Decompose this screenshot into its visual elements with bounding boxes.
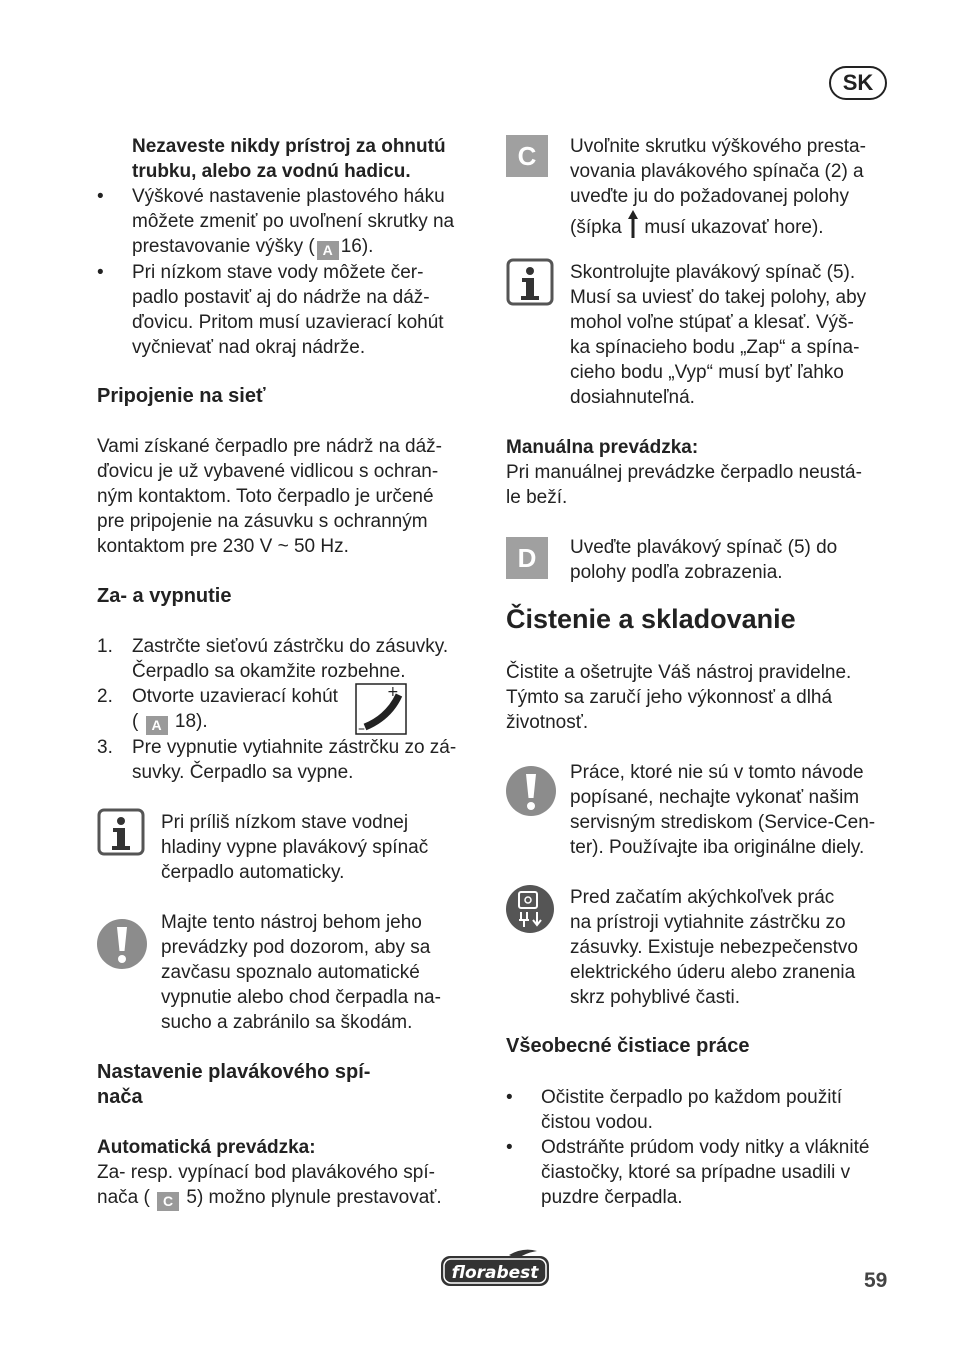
info-icon [97, 808, 145, 856]
bullet-mark: • [97, 186, 104, 207]
section-title-onoff: Za- a vypnutie [97, 585, 232, 607]
bullet-line: ďovicu. Pritom musí uzavierací kohút [132, 312, 444, 333]
title-line: nača [97, 1086, 143, 1108]
unplug-icon [505, 884, 555, 934]
list-item [506, 1085, 896, 1135]
arrow-up-icon [627, 209, 639, 246]
info-note-text [161, 810, 481, 885]
list-item [506, 1135, 896, 1210]
list-line [132, 709, 477, 735]
note-line: Musí sa uviesť do takej polohy, aby [570, 287, 867, 308]
language-badge: SK [829, 66, 887, 100]
note-line: mohol voľne stúpať a klesať. Výš- [570, 312, 854, 333]
valve-dial-icon [355, 683, 407, 735]
list-item [97, 684, 477, 735]
manual-mode-title: Manuálna prevádzka: [506, 437, 699, 458]
step-line: uveďte ju do požadovanej polohy [570, 186, 849, 207]
bullet-text: prestavovanie výšky ( [132, 236, 315, 257]
section-title-general-cleaning: Všeobecné čistiace práce [506, 1035, 750, 1057]
page-number: 59 [864, 1269, 888, 1292]
bullet-text: 16). [340, 236, 374, 257]
note-line: ka spínacieho bodu „Zap“ a spína- [570, 337, 860, 358]
paragraph-text: nača ( [97, 1187, 150, 1208]
brand-text: florabest [451, 1263, 539, 1283]
step-line: Uveďte plavákový spínač (5) do [570, 537, 838, 558]
note-line: na prístroji vytiahnite zástrčku zo [570, 912, 846, 933]
note-line: Pri príliš nízkom stave vodnej [161, 812, 409, 833]
step-line: vovania plavákového spínača (2) a [570, 161, 864, 182]
paragraph-line: Pri manuálnej prevádzke čerpadlo neustá- [506, 462, 862, 483]
paragraph-text: 5) možno plynule prestavovať. [186, 1187, 442, 1208]
dial-minus-label: – [358, 721, 365, 735]
paragraph-line: pre pripojenie na zásuvku s ochranným [97, 511, 428, 532]
list-number: 3. [97, 737, 113, 758]
step-c-text [570, 134, 900, 246]
network-paragraph [97, 434, 477, 559]
note-line: hladiny vypne plavákový spínač [161, 837, 429, 858]
note-line: zavčasu spoznalo automatické [161, 962, 420, 983]
list-item [97, 184, 477, 260]
figure-ref-tag: C [157, 1192, 179, 1211]
list-number: 1. [97, 636, 113, 657]
note-line: ter). Používajte iba originálne diely. [570, 837, 865, 858]
section-title-cleaning: Čistenie a skladovanie [506, 604, 796, 634]
paragraph-line: le beží. [506, 487, 568, 508]
paragraph-line: Čistite a ošetrujte Váš nástroj pravidelne. [506, 662, 852, 683]
paragraph-line: Za- resp. vypínací bod plavákového spí- [97, 1162, 435, 1183]
step-line: Uvoľnite skrutku výškového presta- [570, 136, 866, 157]
bullet-line: padlo postaviť aj do nádrže na dáž- [132, 287, 430, 308]
paragraph-line [97, 1185, 477, 1211]
list-line: Čerpadlo sa okamžite rozbehne. [132, 661, 406, 682]
auto-mode-block [97, 1135, 477, 1211]
general-cleaning-list [506, 1085, 896, 1210]
exclamation-warning-icon [505, 765, 557, 817]
list-text: ( [132, 711, 139, 732]
list-item [97, 260, 477, 360]
warning-note-text [161, 910, 481, 1035]
step-text: musí ukazovať hore). [644, 217, 824, 238]
unplug-note-text [570, 885, 900, 1010]
list-line: Zastrčte sieťovú zástrčku do zásuvky. [132, 636, 449, 657]
note-line: dosiahnuteľná. [570, 387, 695, 408]
paragraph-line: životnosť. [506, 712, 589, 733]
bullet-line: Pri nízkom stave vody môžete čer- [132, 262, 424, 283]
step-line: polohy podľa zobrazenia. [570, 562, 783, 583]
note-line: Práce, ktoré nie sú v tomto návode [570, 762, 864, 783]
note-line: elektrického úderu alebo zranenia [570, 962, 856, 983]
bullet-mark: • [506, 1087, 513, 1108]
bullet-line: čiastočky, ktoré sa prípadne usadili v [541, 1162, 851, 1183]
bullet-line: puzdre čerpadla. [541, 1187, 683, 1208]
cleaning-paragraph [506, 660, 896, 735]
bullet-list-hook [97, 184, 477, 360]
paragraph-line: kontaktom pre 230 V ~ 50 Hz. [97, 536, 349, 557]
exclamation-warning-icon [96, 918, 148, 970]
onoff-list [97, 634, 477, 785]
note-line: cieho bodu „Vyp“ musí byť ľahko [570, 362, 844, 383]
title-line: Nastavenie plavákového spí- [97, 1061, 371, 1083]
auto-mode-title: Automatická prevádzka: [97, 1137, 316, 1158]
note-line: Pred začatím akýchkoľvek prác [570, 887, 835, 908]
dial-plus-label: + [387, 684, 399, 700]
bullet-line: Očistite čerpadlo po každom použití [541, 1087, 842, 1108]
paragraph-line: ným kontaktom. Toto čerpadlo je určené [97, 486, 434, 507]
bullet-line: môžete zmeniť po uvoľnení skrutky na [132, 211, 455, 232]
list-number: 2. [97, 686, 113, 707]
bullet-mark: • [506, 1137, 513, 1158]
section-title-network: Pripojenie na sieť [97, 385, 266, 407]
intro-bold-line-2: trubku, alebo za vodnú hadicu. [132, 161, 411, 182]
note-line: zásuvky. Existuje nebezpečenstvo [570, 937, 858, 958]
step-line [570, 209, 900, 246]
bullet-line [132, 234, 477, 260]
info-check-text [570, 260, 900, 410]
service-warning-text [570, 760, 900, 860]
note-line: prevádzky pod dozorom, aby sa [161, 937, 431, 958]
note-line: servisným strediskom (Service-Cen- [570, 812, 876, 833]
list-line: suvky. Čerpadlo sa vypne. [132, 762, 354, 783]
hanging-warning-bold [132, 134, 477, 184]
figure-c-tag: C [506, 135, 548, 177]
note-line: skrz pohyblivé časti. [570, 987, 741, 1008]
note-line: vypnutie alebo chod čerpadla na- [161, 987, 441, 1008]
step-d-text [570, 535, 900, 585]
figure-ref-tag: A [317, 241, 339, 260]
figure-d-tag: D [506, 537, 548, 579]
list-item [97, 634, 477, 684]
paragraph-line: Týmto sa zaručí jeho výkonnosť a dlhá [506, 687, 833, 708]
figure-ref-tag: A [146, 716, 168, 735]
note-line: čerpadlo automaticky. [161, 862, 345, 883]
florabest-logo [439, 1247, 551, 1289]
note-line: sucho a zabránilo sa škodám. [161, 1012, 413, 1033]
paragraph-line: Vami získané čerpadlo pre nádrž na dáž- [97, 436, 442, 457]
info-icon [506, 258, 554, 306]
bullet-line: Odstráňte prúdom vody nitky a vláknité [541, 1137, 870, 1158]
paragraph-line: ďovicu je už vybavené vidlicou s ochran- [97, 461, 439, 482]
list-item [97, 735, 477, 785]
bullet-line: čistou vodou. [541, 1112, 653, 1133]
bullet-line: vyčnievať nad okraj nádrže. [132, 337, 366, 358]
manual-mode-block [506, 435, 896, 510]
step-text: (šípka [570, 217, 622, 238]
note-line: Majte tento nástroj behom jeho [161, 912, 422, 933]
note-line: Skontrolujte plavákový spínač (5). [570, 262, 856, 283]
bullet-mark: • [97, 262, 104, 283]
section-title-float-switch [97, 1060, 477, 1110]
list-line: Pre vypnutie vytiahnite zástrčku zo zá- [132, 737, 457, 758]
intro-bold-line-1: Nezaveste nikdy prístroj za ohnutú [132, 136, 446, 157]
note-line: popísané, nechajte vykonať našim [570, 787, 860, 808]
list-line: Otvorte uzavierací kohút [132, 686, 338, 707]
list-text: 18). [174, 711, 208, 732]
bullet-line: Výškové nastavenie plastového háku [132, 186, 445, 207]
